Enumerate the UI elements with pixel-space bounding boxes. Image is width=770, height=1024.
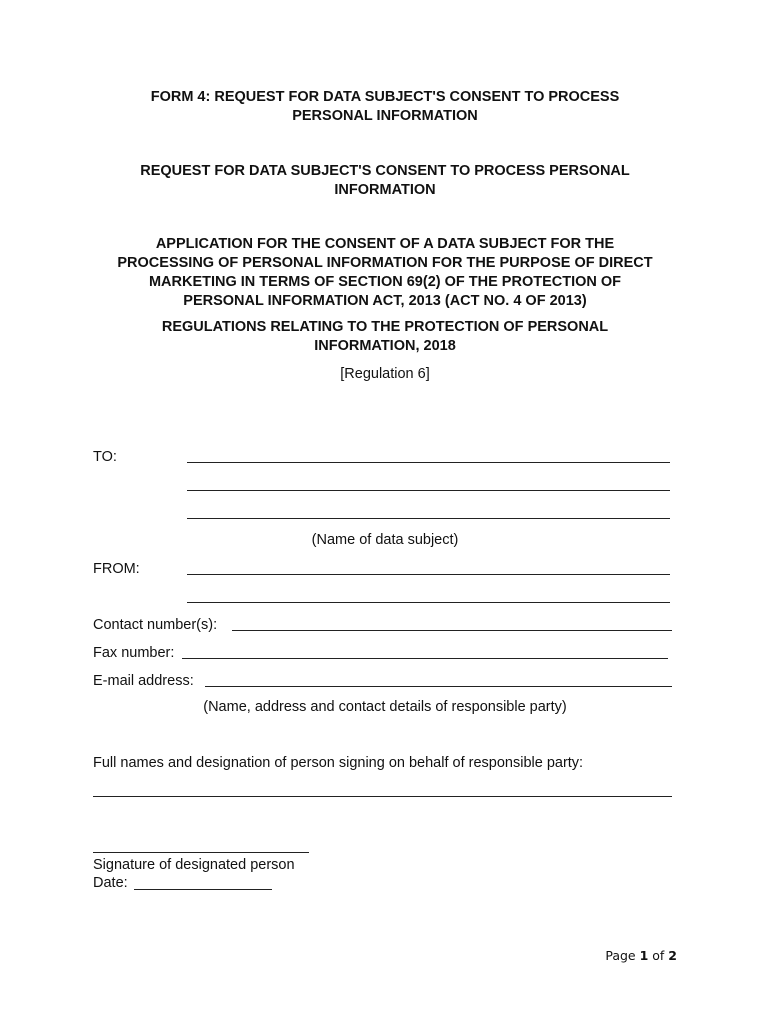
date-field[interactable] [134, 889, 272, 890]
application-heading: APPLICATION FOR THE CONSENT OF A DATA SUBJECT FOR THE PROCESSING OF PERSONAL INFORMATION FOR THE PURPOSE OF DIRECT MARKETING IN TERMS OF SECTION 69(2) OF THE PROTECTION OF PERSONAL INFORMATION ACT, 2013 (ACT NO. 4 OF 2013) [117, 236, 653, 309]
signatory-field[interactable] [93, 796, 672, 797]
page-number: Page 1 of 2 [605, 948, 677, 963]
from-caption: (Name, address and contact details of responsible party) [203, 699, 567, 715]
signature-field[interactable] [93, 852, 309, 853]
contact-number-field[interactable] [232, 630, 672, 631]
to-field-line-2[interactable] [187, 490, 670, 491]
from-field-line-1[interactable] [187, 574, 670, 575]
to-field-line-3[interactable] [187, 518, 670, 519]
email-address-field[interactable] [205, 686, 672, 687]
fax-number-field[interactable] [182, 658, 668, 659]
signature-label: Signature of designated person [93, 857, 295, 873]
to-label: TO: [93, 449, 117, 465]
signatory-label: Full names and designation of person signing on behalf of responsible party: [93, 755, 584, 771]
from-label: FROM: [93, 561, 140, 577]
regulations-heading: REGULATIONS RELATING TO THE PROTECTION OF PERSONAL INFORMATION, 2018 [161, 319, 609, 354]
contact-number-label: Contact number(s): [93, 617, 218, 633]
email-address-label: E-mail address: [93, 673, 194, 689]
regulation-reference: [Regulation 6] [340, 366, 430, 382]
request-heading: REQUEST FOR DATA SUBJECT'S CONSENT TO PROCESS PERSONAL INFORMATION [140, 163, 630, 198]
from-field-line-2[interactable] [187, 602, 670, 603]
to-field-line-1[interactable] [187, 462, 670, 463]
fax-number-label: Fax number: [93, 645, 175, 661]
date-label: Date: [93, 875, 128, 891]
form-title: FORM 4: REQUEST FOR DATA SUBJECT'S CONSENT TO PROCESS PERSONAL INFORMATION [150, 89, 620, 124]
to-caption: (Name of data subject) [311, 532, 459, 548]
